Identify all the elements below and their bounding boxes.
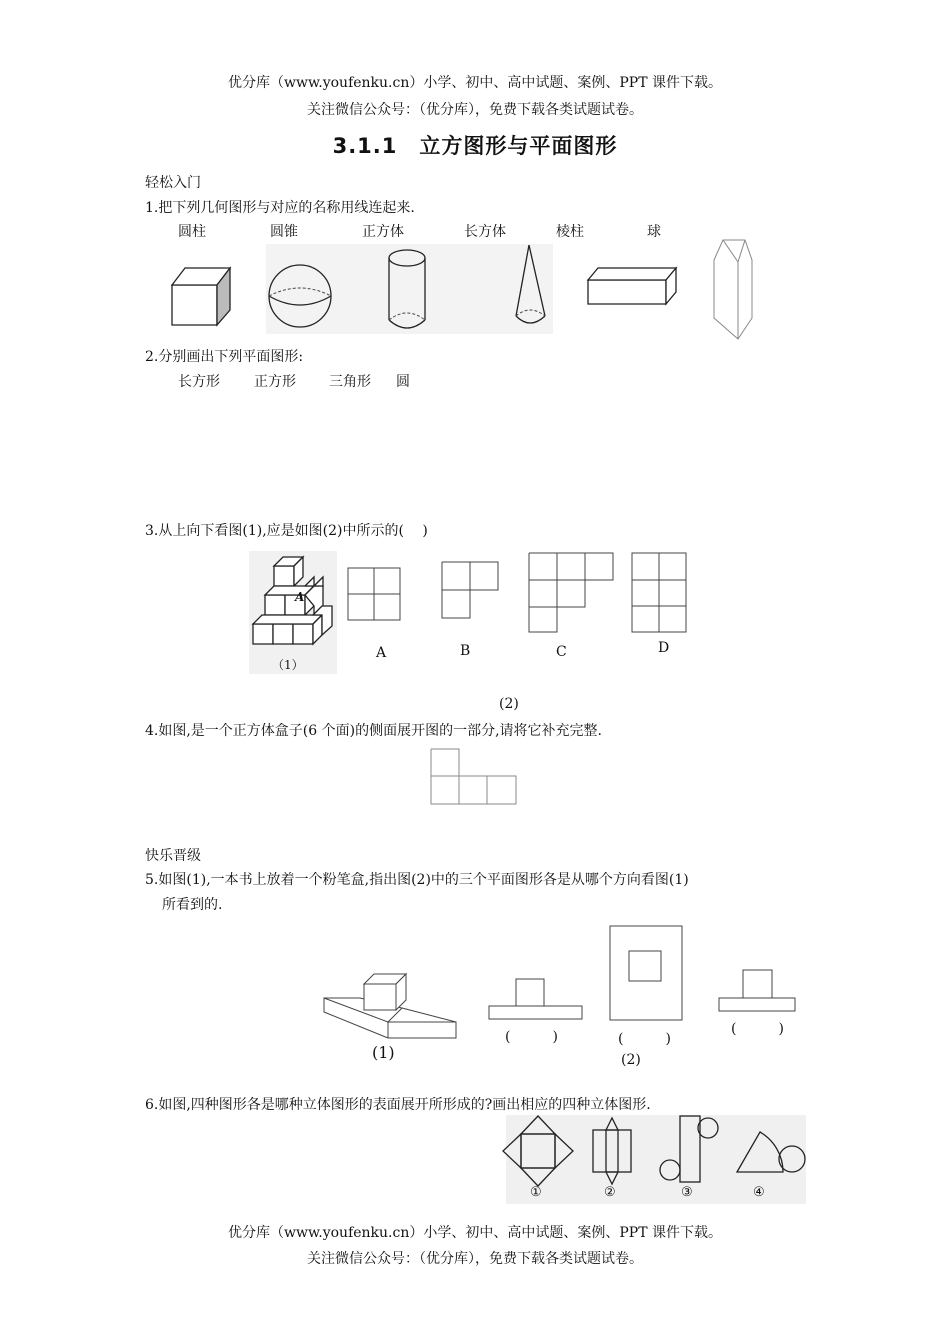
cube-letter-a: A [295,590,305,604]
option-a-label: A [376,645,387,661]
question-4-text: 4.如图,是一个正方体盒子(6 个面)的侧面展开图的一部分,请将它补充完整. [145,723,602,739]
q3-fig1-label: （1） [272,658,304,672]
view-2-blank[interactable]: ( ) [618,1031,671,1047]
q3-fig2-label: (2) [499,696,519,712]
footer-line-1: 优分库（www.youfenku.cn）小学、初中、高中试题、案例、PPT 课件下载。 [227,1225,722,1241]
section-heading-easy: 轻松入门 [145,175,201,191]
question-5-text-line-2: 所看到的. [162,897,223,913]
question-6-text: 6.如图,四种图形各是哪种立体图形的表面展开所形成的?画出相应的四种立体图形. [145,1097,651,1113]
section-heading-advanced: 快乐晋级 [145,848,201,864]
q1-name-cube: 正方体 [362,224,404,240]
q1-name-sphere: 球 [647,224,661,240]
page-title: 3.1.1 立方图形与平面图形 [332,134,618,158]
q2-shape-square: 正方形 [254,374,296,390]
footer-line-2: 关注微信公众号：（优分库），免费下载各类试题试卷。 [307,1251,643,1267]
question-2-text: 2.分别画出下列平面图形: [145,349,304,365]
q2-shape-rectangle: 长方形 [178,374,220,390]
q1-name-cylinder: 圆柱 [178,224,206,240]
q1-name-prism: 棱柱 [556,224,584,240]
net-3-label: ③ [681,1185,693,1200]
q1-name-cuboid: 长方体 [464,224,506,240]
q2-shape-circle: 圆 [396,374,410,390]
header-line-2: 关注微信公众号：（优分库），免费下载各类试题试卷。 [307,102,643,118]
question-3-text: 3.从上向下看图(1),应是如图(2)中所示的( ) [145,523,428,539]
net-1-label: ① [530,1185,542,1200]
q5-fig1-label: (1) [372,1043,395,1062]
net-2-label: ② [604,1185,616,1200]
option-b-label: B [460,643,471,659]
question-1-text: 1.把下列几何图形与对应的名称用线连起来. [145,200,415,216]
q1-name-cone: 圆锥 [270,224,298,240]
net-4-label: ④ [753,1185,765,1200]
header-line-1: 优分库（www.youfenku.cn）小学、初中、高中试题、案例、PPT 课件下载。 [227,75,722,91]
q5-fig2-label: (2) [621,1052,641,1068]
view-1-blank[interactable]: ( ) [505,1029,558,1045]
option-c-label: C [556,644,567,660]
view-3-blank[interactable]: ( ) [731,1021,784,1037]
q2-shape-triangle: 三角形 [329,374,371,390]
option-d-label: D [658,640,670,656]
question-5-text-line-1: 5.如图(1),一本书上放着一个粉笔盒,指出图(2)中的三个平面图形各是从哪个方向看图(1) [145,872,689,888]
